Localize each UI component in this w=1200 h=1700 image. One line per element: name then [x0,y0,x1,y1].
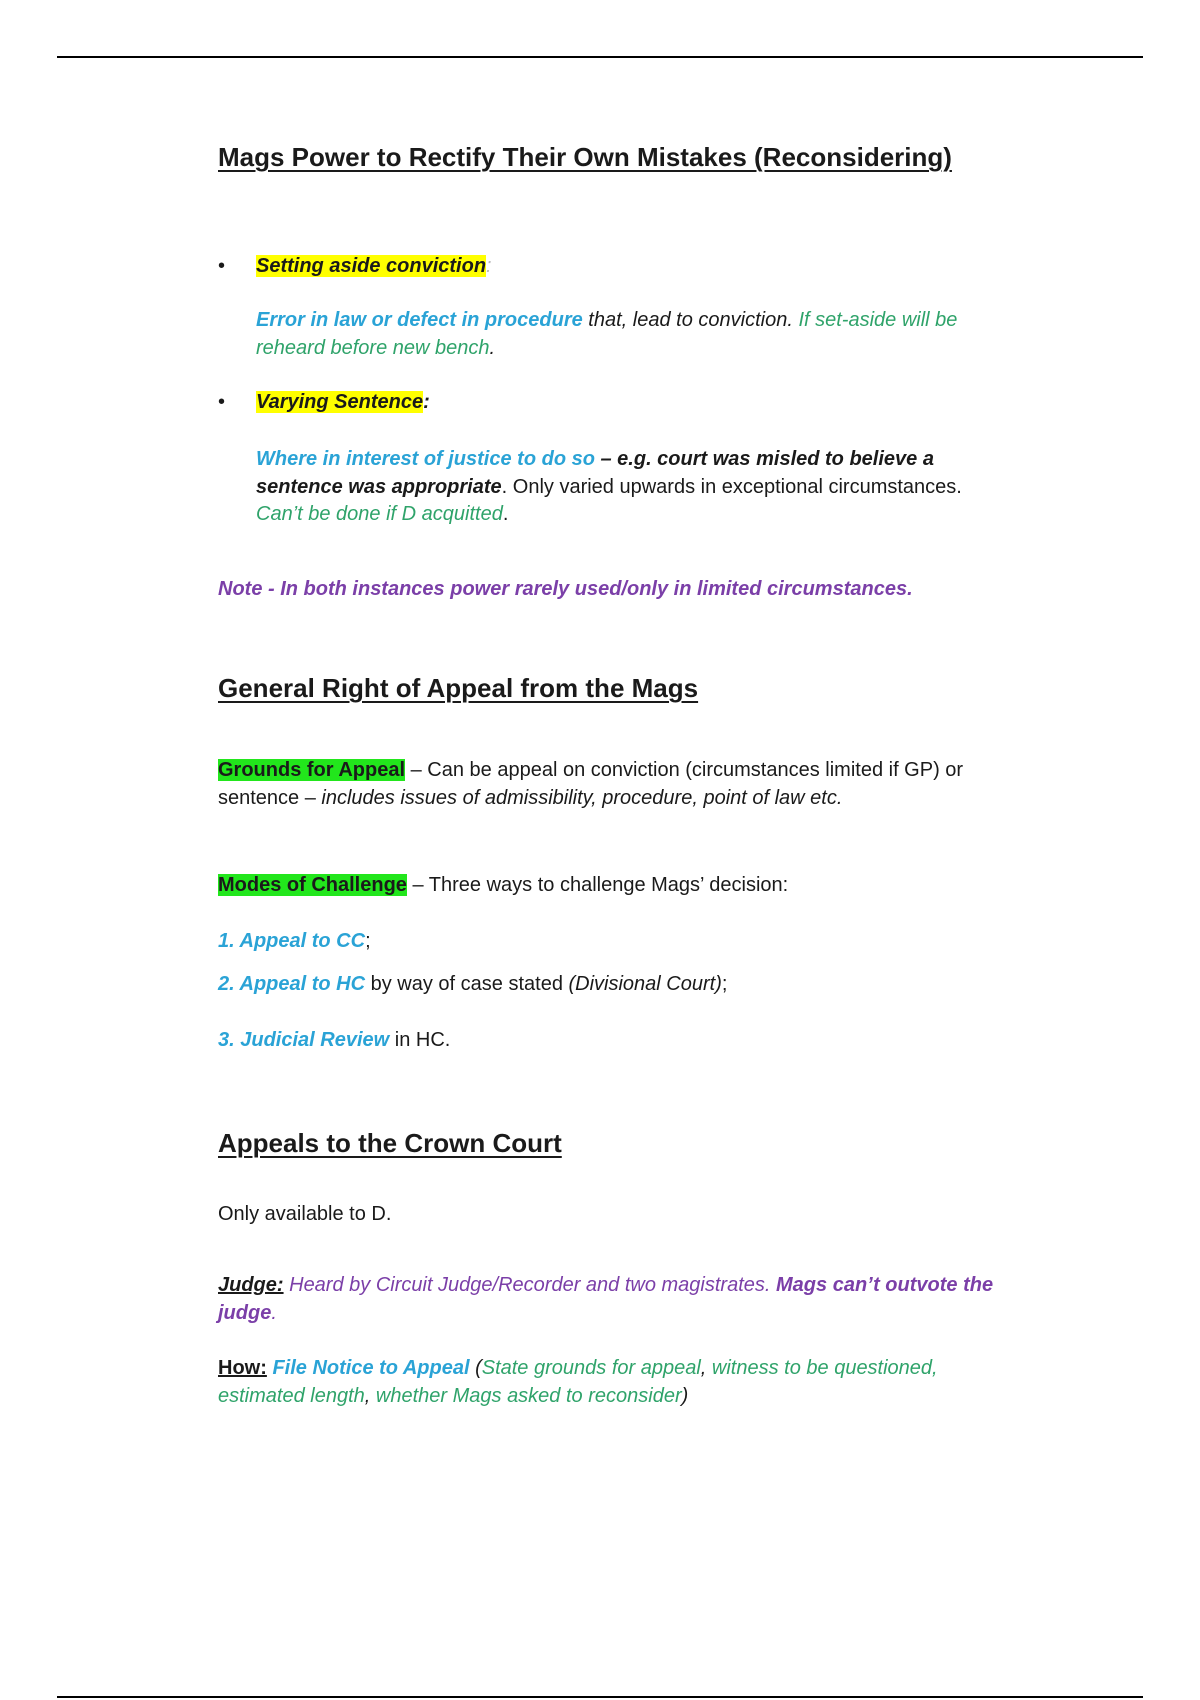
judge-line2: judge. [218,1302,277,1324]
bullet-marker: • [218,391,226,413]
how-line2: estimated length, whether Mags asked to reconsider) [218,1385,689,1407]
judge-line1: Judge: Heard by Circuit Judge/Recorder and two magistrates. Mags can’t outvote the [218,1274,994,1296]
how-line1: How: File Notice to Appeal (State grounds for appeal, witness to be questioned, [218,1357,938,1379]
section-heading-reconsidering: Mags Power to Rectify Their Own Mistakes (Reconsidering) [218,142,952,172]
list-item: 2. Appeal to HC by way of case stated (Divisional Court); [218,973,728,995]
crown-court-intro: Only available to D. [218,1203,392,1225]
bullet-setting-aside: Setting aside conviction: [256,255,492,277]
setting-aside-text-line1: Error in law or defect in procedure that, lead to conviction. If set-aside will be [256,309,958,331]
setting-aside-text-line2: reheard before new bench. [256,337,496,359]
highlight-grounds: Grounds for Appeal [218,759,406,781]
highlight-setting-aside: Setting aside conviction [256,255,487,277]
list-item: 3. Judicial Review in HC. [218,1029,451,1051]
varying-sentence-text-line3: Can’t be done if D acquitted. [256,503,509,525]
modes-line: Modes of Challenge – Three ways to challenge Mags’ decision: [218,874,789,896]
highlight-varying-sentence: Varying Sentence [256,391,424,413]
bullet-marker: • [218,255,226,277]
bullet-varying-sentence: Varying Sentence: [256,391,430,413]
section-heading-general-right: General Right of Appeal from the Mags [218,673,699,703]
top-rule [57,56,1143,58]
list-item: 1. Appeal to CC; [218,930,371,952]
bottom-rule [57,1696,1143,1698]
highlight-modes: Modes of Challenge [218,874,407,896]
varying-sentence-text-line1: Where in interest of justice to do so – e.g. court was misled to believe a [256,448,934,470]
grounds-line1: Grounds for Appeal – Can be appeal on conviction (circumstances limited if GP) or [218,759,964,781]
grounds-line2: sentence – includes issues of admissibility, procedure, point of law etc. [218,787,843,809]
note-text: Note - In both instances power rarely used/only in limited circumstances. [218,578,913,600]
varying-sentence-text-line2: sentence was appropriate. Only varied upwards in exceptional circumstances. [256,476,962,498]
section-heading-crown-court: Appeals to the Crown Court [218,1128,562,1158]
